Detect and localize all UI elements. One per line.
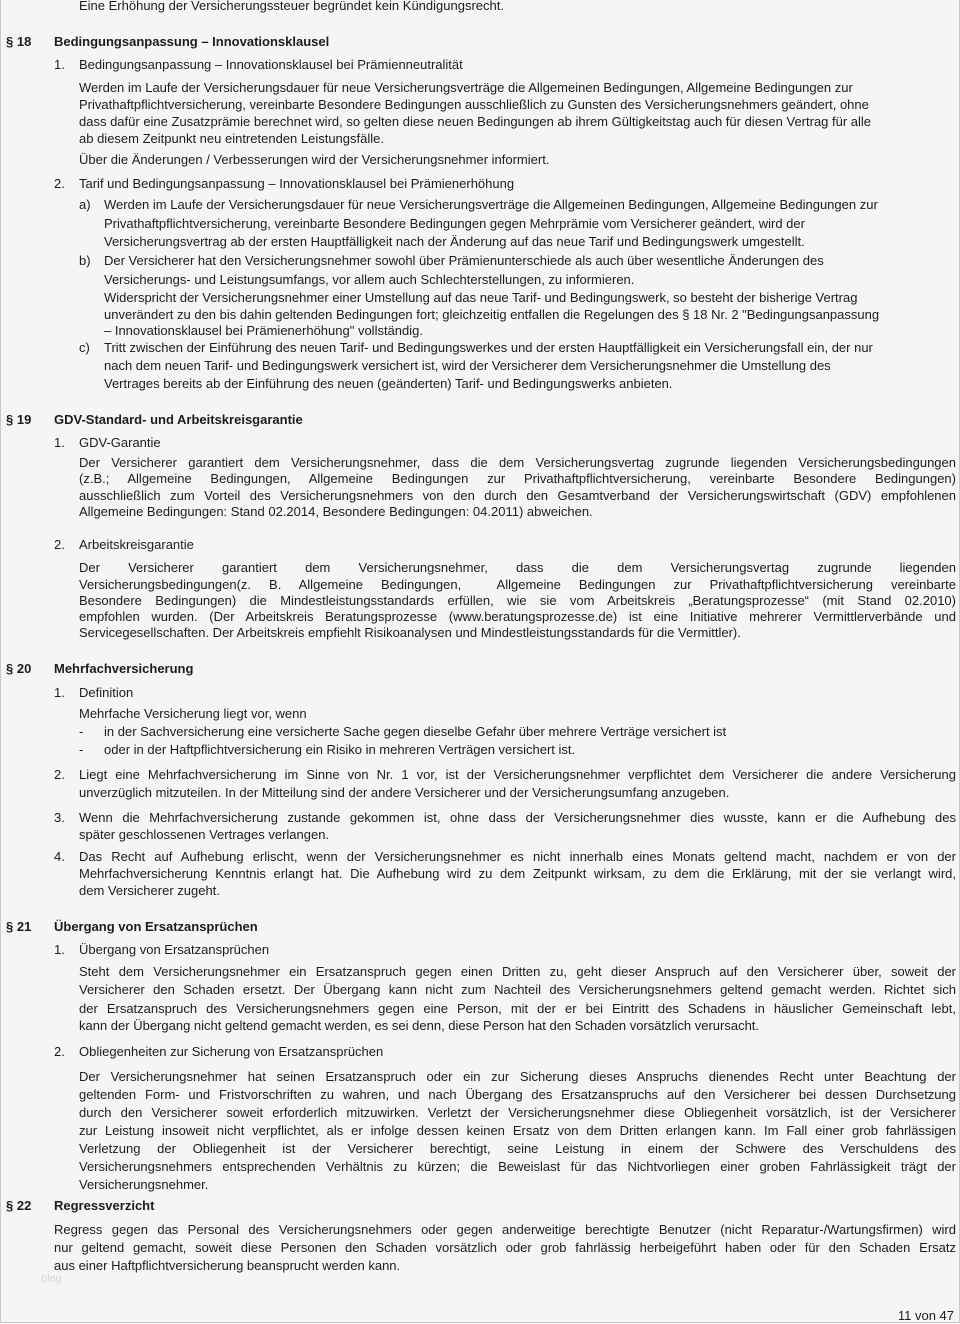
paragraph-line: Der Versicherer garantiert dem Versicherungsnehmer, dass die dem Versicherungsvertag zugrunde liegenden (79, 560, 956, 575)
paragraph-line: zur Leistung insoweit nicht verpflichtet, als er infolge dessen keinen Ersatz von dem Dritten erlangen kann. Im Fall einer grob fahrlässigen (79, 1123, 956, 1138)
item-number: 2. (54, 537, 65, 552)
paragraph-line: Versicherungs- und Leistungsumfangs, vor allem auch Schlechterstellungen, zu informieren. (104, 272, 635, 287)
item-number: 2. (54, 176, 65, 191)
section-20-number: § 20 (6, 661, 32, 676)
item-title: Definition (79, 685, 134, 700)
watermark: blog (41, 1273, 62, 1285)
section-19-number: § 19 (6, 412, 32, 427)
section-20-title: Mehrfachversicherung (54, 661, 194, 676)
paragraph-line: Privathaftpflichtversicherung, vereinbarte Besondere Bedingungen ausschließlich zu Gunsten des Versicherungsnehmers geändert, ohne (79, 97, 869, 112)
previous-section-tail: Eine Erhöhung der Versicherungssteuer begründet kein Kündigungsrecht. (79, 0, 504, 13)
item-number: 1. (54, 57, 65, 72)
section-22-number: § 22 (6, 1198, 32, 1213)
paragraph-line: dem Versicherer zugeht. (79, 883, 220, 898)
paragraph-line: Versicherungsnehmers entsprechenden Verhältnis zu kürzen; die Beweislast für das Nichtvorliegen einer groben Fahrlässigkeit trägt der (79, 1159, 956, 1174)
paragraph-line: Besondere Bedingungen) die Mindestleistungsstandards erfüllen, wie sie vom Arbeitskreis „Beratungsprozesse“ (mit Stand 02.2010) (79, 593, 956, 608)
item-number: 2. (54, 767, 65, 782)
paragraph-line: Steht dem Versicherungsnehmer ein Ersatzanspruch gegen einen Dritten zu, geht dieser Anspruch auf den Versicherer über, soweit der (79, 964, 956, 979)
section-21-number: § 21 (6, 919, 32, 934)
paragraph-line: nach dem neuen Tarif- und Bedingungswerk versichert ist, wird der Versicherer dem Versicherungsnehmer die Umstellung des (104, 358, 831, 373)
paragraph-line: Tritt zwischen der Einführung des neuen Tarif- und Bedingungswerkes und der ersten Hauptfälligkeit ein Versicherungsfall ein, der nur (104, 340, 873, 355)
paragraph-line: Wenn die Mehrfachversicherung zustande gekommen ist, ohne dass der Versicherungsnehmer dies wusste, kann er die Aufhebung des (79, 810, 956, 825)
paragraph-line: ausschließlich zum Vorteil des Versicherungsnehmers von den durch den Gesamtverband der Versicherungswirtschaft (GDV) empfohlenen (79, 488, 956, 503)
paragraph-line: Der Versicherer garantiert dem Versicherungsnehmer, dass die dem Versicherungsvertag zugrunde liegenden Versicherungsbedingungen (79, 455, 956, 470)
item-title: Obliegenheiten zur Sicherung von Ersatzansprüchen (79, 1044, 384, 1059)
paragraph-line: der Ersatzanspruch des Versicherungsnehmers gegen eine Person, mit der er bei Eintritt des Schadens in häuslicher Gemeinschaft lebt, (79, 1001, 956, 1016)
paragraph-line: Liegt eine Mehrfachversicherung im Sinne von Nr. 1 vor, ist der Versicherungsnehmer verpflichtet dem Versicherer die andere Versicherung (79, 767, 956, 782)
section-18-title: Bedingungsanpassung – Innovationsklausel (54, 34, 330, 49)
section-18-number: § 18 (6, 34, 32, 49)
bullet-text: in der Sachversicherung eine versicherte Sache gegen dieselbe Gefahr über mehrere Verträge versichert ist (104, 724, 727, 739)
paragraph-line: Versicherungsnehmer. (79, 1177, 209, 1192)
paragraph-line: unverändert zu den bis dahin geltenden Bedingungen fort; gleichzeitig entfallen die Regelungen des § 18 Nr. 2 "Bedingungsanpassung (104, 307, 880, 322)
paragraph-line: Verletzung der Obliegenheit ist der Versicherer berechtigt, seine Leistung in einem der Schwere des Verschuldens des (79, 1141, 956, 1156)
paragraph-line: Der Versicherungsnehmer hat seinen Ersatzanspruch oder ein zur Sicherung dieses Anspruchs dienendes Recht unter Beachtung der (79, 1069, 956, 1084)
paragraph-line: – Innovationsklausel bei Prämienerhöhung" vollständig. (104, 323, 423, 338)
paragraph-line: Mehrfachversicherung Kenntnis erlangt hat. Die Aufhebung wird zu dem Zeitpunkt wirksam, zu dem die Erklärung, mit der sie verlangt wird, (79, 866, 956, 881)
paragraph-line: Das Recht auf Aufhebung erlischt, wenn der Versicherungsnehmer es nicht innerhalb eines Monats geltend macht, nachdem er von der (79, 849, 956, 864)
item-title: Tarif und Bedingungsanpassung – Innovationsklausel bei Prämienerhöhung (79, 176, 515, 191)
paragraph-line: aus einer Haftpflichtversicherung beansprucht werden kann. (54, 1258, 401, 1273)
paragraph-line: unverzüglich mitzuteilen. In der Mitteilung sind der andere Versicherer und der Versicherungsumfang anzugeben. (79, 785, 730, 800)
paragraph-line: geltenden Form- und Fristvorschriften zu wahren, und nach Übergang des Ersatzanspruchs auf den Versicherer bei dessen Durchsetzung (79, 1087, 956, 1102)
paragraph-line: kann der Übergang nicht geltend gemacht werden, es sei denn, diese Person hat den Schaden vorsätzlich verursacht. (79, 1018, 760, 1033)
section-19-title: GDV-Standard- und Arbeitskreisgarantie (54, 412, 303, 427)
bullet-text: oder in der Haftpflichtversicherung ein Risiko in mehreren Verträgen versichert ist. (104, 742, 576, 757)
subitem-label: b) (79, 253, 91, 268)
paragraph-line: ab diesem Zeitpunkt neu eintretenden Leistungsfälle. (79, 131, 384, 146)
item-number: 1. (54, 435, 65, 450)
paragraph-line: Werden im Laufe der Versicherungsdauer für neue Versicherungsverträge die Allgemeinen Bedingungen, Allgemeine Bedingungen zur (79, 80, 853, 95)
paragraph-line: dass dafür eine Zusatzprämie berechnet wird, so gelten diese neuen Bedingungen ab ihrem Gültigkeitstag auch für diesen Vertrag für alle (79, 114, 872, 129)
paragraph-line: Vertrages bereits ab der Einführung des neuen (geänderten) Tarif- und Bedingungswerks anbieten. (104, 376, 673, 391)
paragraph-line: Widerspricht der Versicherungsnehmer einer Umstellung auf das neue Tarif- und Bedingungswerk, so besteht der bisherige Vertrag (104, 290, 858, 305)
paragraph-line: Versicherungsvertrag ab der ersten Hauptfälligkeit nach der Änderung auf das neue Tarif und Bedingungswerk umgestellt. (104, 234, 805, 249)
item-number: 4. (54, 849, 65, 864)
section-22-title: Regressverzicht (54, 1198, 155, 1213)
bullet-dash: - (79, 742, 84, 757)
subitem-label: c) (79, 340, 90, 355)
item-number: 2. (54, 1044, 65, 1059)
paragraph-line: Über die Änderungen / Verbesserungen wird der Versicherungsnehmer informiert. (79, 152, 550, 167)
paragraph-line: Regress gegen das Personal des Versicherungsnehmers oder gegen anderweitige berechtigte Benutzer (nicht Reparatur-/Wartungsfirmen) wird (54, 1222, 956, 1237)
item-title: GDV-Garantie (79, 435, 161, 450)
paragraph-line: nur geltend gemacht, soweit diese Personen den Schaden vorsätzlich oder grob fahrlässig herbeigeführt haben oder für den Schaden Ersatz (54, 1240, 956, 1255)
paragraph-line: später geschlossenen Vertrages verlangen. (79, 827, 330, 842)
bullet-dash: - (79, 724, 84, 739)
item-number: 1. (54, 942, 65, 957)
paragraph-line: Der Versicherer hat den Versicherungsnehmer sowohl über Prämienunterschiede als auch über wesentliche Änderungen des (104, 253, 824, 268)
paragraph-line: Werden im Laufe der Versicherungsdauer für neue Versicherungsverträge die Allgemeinen Bedingungen, Allgemeine Bedingungen zur (104, 197, 878, 212)
paragraph-line: Mehrfache Versicherung liegt vor, wenn (79, 706, 307, 721)
item-number: 1. (54, 685, 65, 700)
item-title: Arbeitskreisgarantie (79, 537, 194, 552)
paragraph-line: Allgemeine Bedingungen: Stand 02.2014, Besondere Bedingungen: 04.2011) abweichen. (79, 504, 593, 519)
section-21-title: Übergang von Ersatzansprüchen (54, 919, 258, 934)
paragraph-line: empfohlen wurden. (Der Arbeitskreis Beratungsprozesse (www.beratungsprozesse.de) ist eine Initiative mehrerer Vermittlerverbände und (79, 609, 956, 624)
paragraph-line: Servicegesellschaften. Der Arbeitskreis empfiehlt Risikoanalysen und Mindestleistungsstandards für die Vermittler). (79, 625, 741, 640)
paragraph-line: durch den Versicherer soweit erforderlich mitzuwirken. Verletzt der Versicherungsnehmer diese Obliegenheit vorsätzlich, ist der Versicherer (79, 1105, 956, 1120)
paragraph-line: (z.B.; Allgemeine Bedingungen, Allgemeine Bedingungen zur Privathaftpflichtversicherung, vereinbarte Besondere Bedingungen) (79, 471, 956, 486)
paragraph-line: Versicherer den Schaden ersetzt. Der Übergang kann nicht zum Nachteil des Versicherungsnehmers geltend gemacht werden. Richtet sich (79, 982, 956, 997)
item-title: Bedingungsanpassung – Innovationsklausel bei Prämienneutralität (79, 57, 463, 72)
paragraph-line: Versicherungsbedingungen(z. B. Allgemeine Bedingungen, Allgemeine Bedingungen zur Privathaftpflichtversicherung vereinbarte (79, 577, 956, 592)
item-number: 3. (54, 810, 65, 825)
item-title: Übergang von Ersatzansprüchen (79, 942, 270, 957)
page-number: 11 von 47 (897, 1308, 954, 1323)
subitem-label: a) (79, 197, 91, 212)
paragraph-line: Privathaftpflichtversicherung, vereinbarte Besondere Bedingungen gegen Mehrprämie vom Versicherer geändert, wird der (104, 216, 805, 231)
